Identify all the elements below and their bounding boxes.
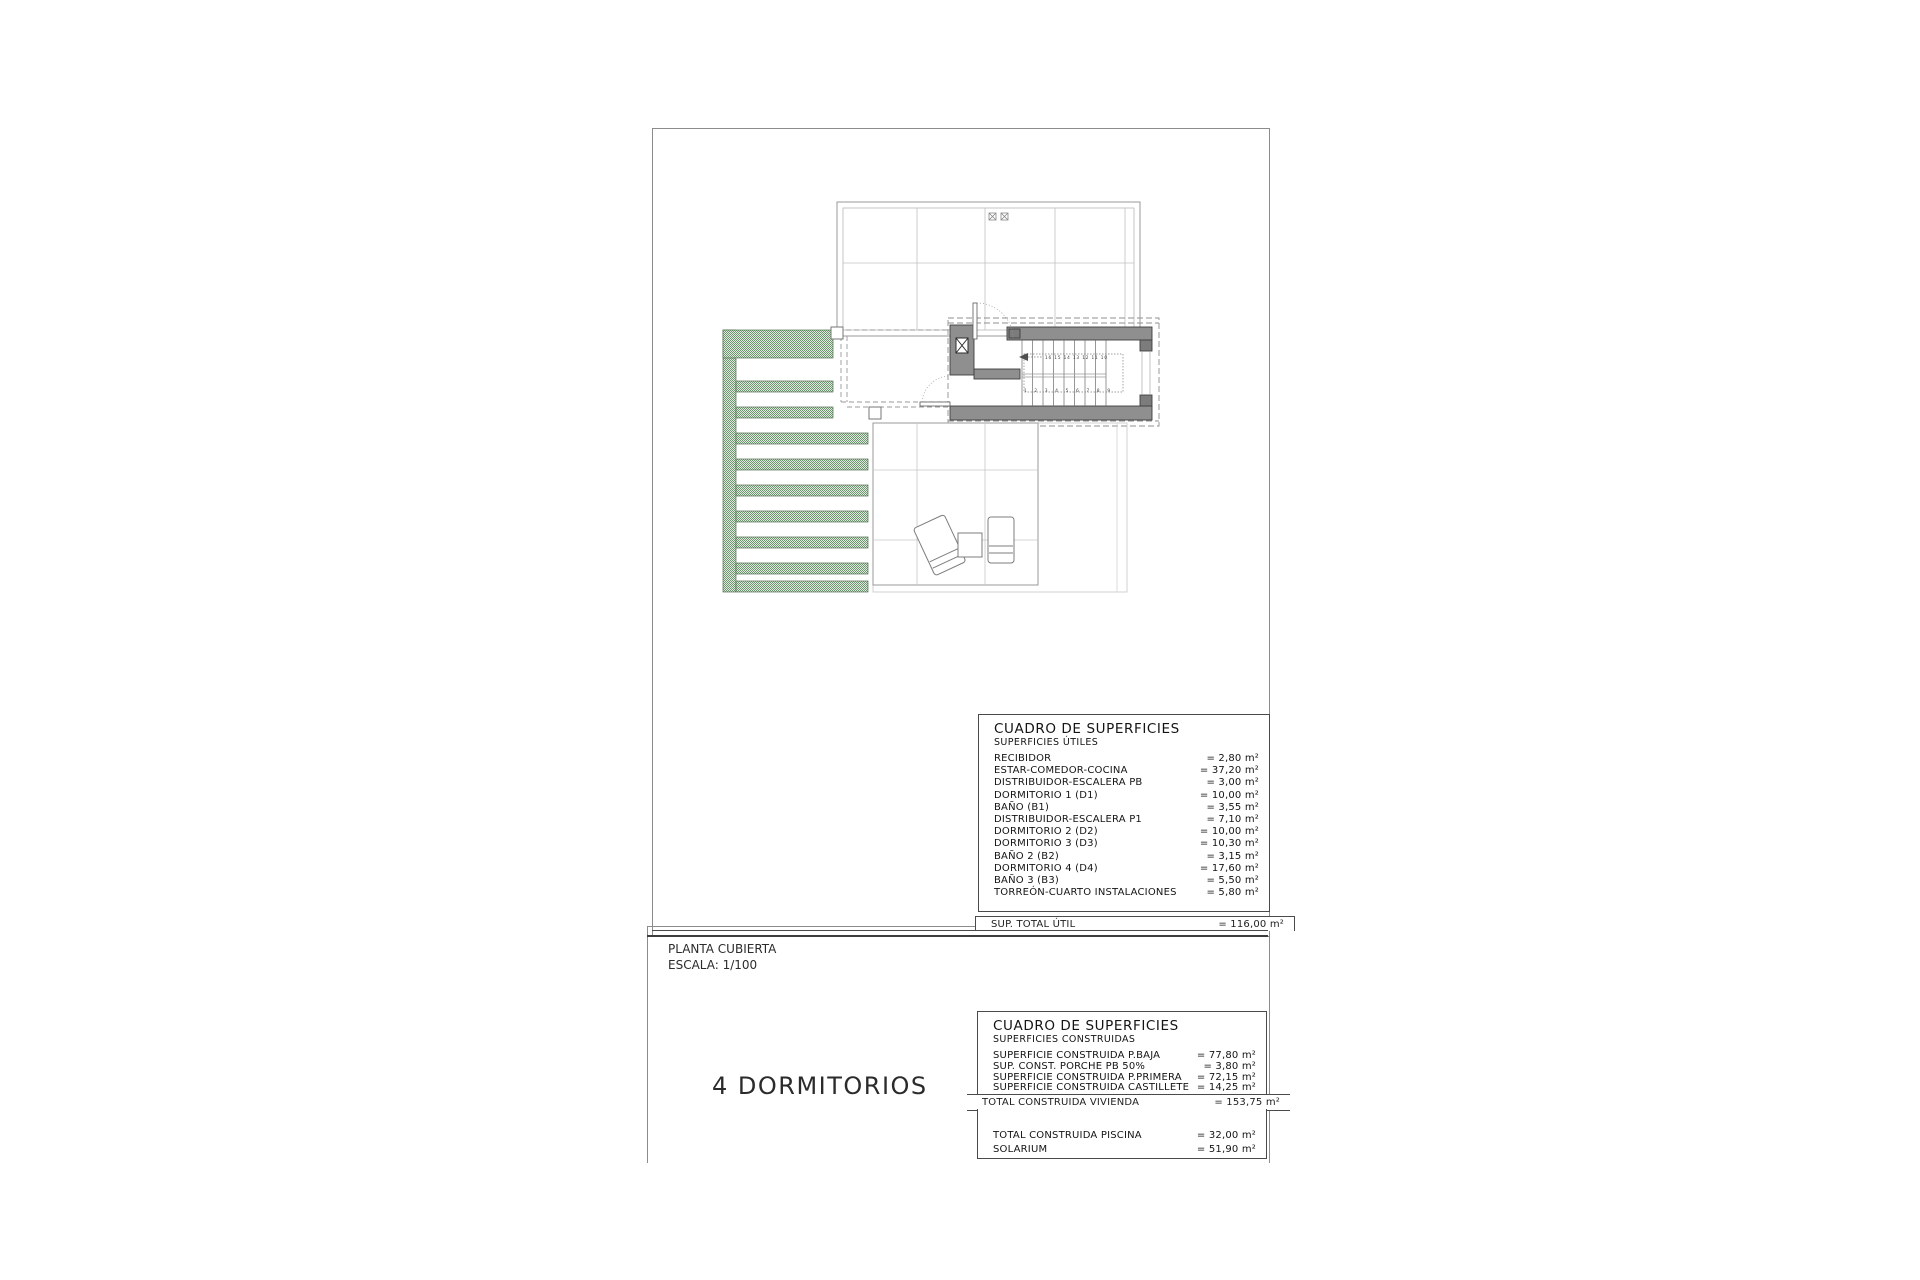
table-row: BAÑO (B1) = 3,55 m²	[994, 801, 1259, 813]
areas-table-construidas	[977, 1011, 1267, 1095]
table-title: CUADRO DE SUPERFICIES	[993, 1018, 1179, 1034]
terrace	[873, 423, 1127, 592]
plan-caption	[668, 942, 776, 973]
table-row: TORREÓN-CUARTO INSTALACIONES = 5,80 m²	[994, 887, 1259, 899]
table-row: BAÑO 2 (B2) = 3,15 m²	[994, 850, 1259, 862]
plan-title: PLANTA CUBIERTA	[668, 942, 777, 956]
stair-window	[1142, 351, 1150, 395]
column-post	[831, 327, 881, 419]
sheet-divider-line	[647, 935, 1268, 937]
pergola	[723, 330, 868, 592]
table-rows	[978, 1129, 1266, 1156]
table-row: DORMITORIO 1 (D1) = 10,00 m²	[994, 789, 1259, 801]
table-rows	[978, 1051, 1266, 1094]
lounge-chair	[988, 517, 1014, 563]
stair-enclosure	[950, 325, 1152, 420]
bedrooms-label: 4 DORMITORIOS	[712, 1072, 928, 1100]
table-subtitle: SUPERFICIES ÚTILES	[994, 737, 1099, 748]
table-row: SUPERFICIE CONSTRUIDA P.PRIMERA = 72,15 m²	[993, 1071, 1256, 1083]
hidden-line-overlay	[838, 330, 950, 407]
roof-outline	[837, 202, 1140, 336]
total-util-row: SUP. TOTAL ÚTIL = 116,00 m²	[975, 916, 1295, 931]
stair-treads	[1022, 340, 1106, 406]
table-row: DORMITORIO 4 (D4) = 17,60 m²	[994, 862, 1259, 874]
table-row: BAÑO 3 (B3) = 5,50 m²	[994, 875, 1259, 887]
table-rows	[979, 753, 1269, 899]
sheet-divider-line	[652, 930, 1268, 931]
table-row: DORMITORIO 2 (D2) = 10,00 m²	[994, 826, 1259, 838]
roof-plan-drawing	[700, 195, 1180, 620]
total-vivienda-row: TOTAL CONSTRUIDA VIVIENDA = 153,75 m²	[967, 1094, 1290, 1111]
areas-table-utiles	[978, 714, 1270, 912]
stair-number-bottom: 1 2 3 4 5 6 7 8 9	[1024, 388, 1110, 393]
table-row: SUPERFICIE CONSTRUIDA CASTILLETE = 14,25 m²	[993, 1082, 1256, 1094]
plan-scale: ESCALA: 1/100	[668, 957, 758, 972]
table-row: DISTRIBUIDOR-ESCALERA PB = 3,00 m²	[994, 777, 1259, 789]
table-row: ESTAR-COMEDOR-COCINA = 37,20 m²	[994, 765, 1259, 777]
table-row: SOLARIUM = 51,90 m²	[993, 1143, 1256, 1155]
table-row: SUP. CONST. PORCHE PB 50% = 3,80 m²	[993, 1060, 1256, 1072]
chimney-shaft	[956, 338, 968, 353]
areas-table-piscina-solarium	[977, 1109, 1267, 1159]
table-title: CUADRO DE SUPERFICIES	[994, 721, 1180, 737]
table-row: SUPERFICIE CONSTRUIDA P.BAJA = 77,80 m²	[993, 1050, 1256, 1061]
table-row: DISTRIBUIDOR-ESCALERA P1 = 7,10 m²	[994, 814, 1259, 826]
side-table	[958, 533, 982, 557]
table-subtitle: SUPERFICIES CONSTRUIDAS	[993, 1034, 1136, 1045]
table-row: TOTAL CONSTRUIDA PISCINA = 32,00 m²	[993, 1130, 1256, 1141]
table-row: DORMITORIO 3 (D3) = 10,30 m²	[994, 838, 1259, 850]
stair-number-top: 16 15 14 13 12 11 10	[1045, 355, 1107, 360]
table-row: RECIBIDOR = 2,80 m²	[994, 753, 1259, 764]
